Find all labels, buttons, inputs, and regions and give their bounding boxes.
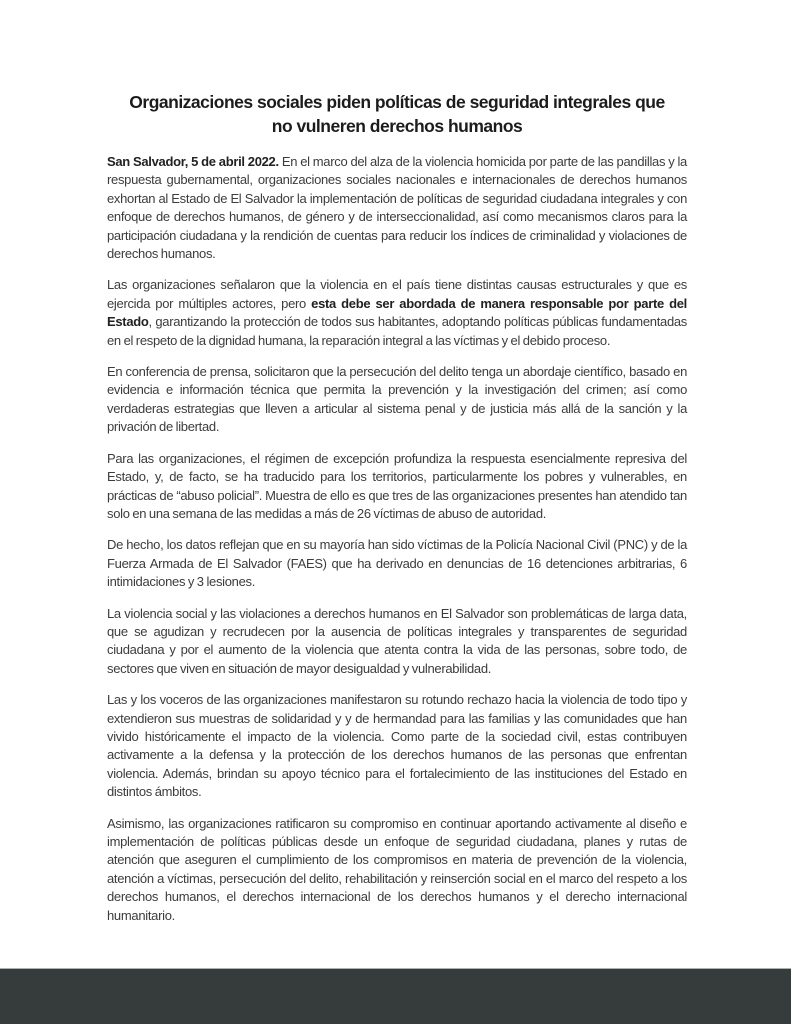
text-run: Asimismo, las organizaciones ratificaron su compromiso en continuar aportando activamente al diseño e implementación de políticas públicas desde un enfoque de seguridad ciudadana, planes y rutas de atención que aseguren el cumplimiento de los compromisos en materia de prevención de la violencia, atención a víctimas, persecución del delito, rehabilitación y reinserción social en el marco del respeto a los derechos humanos, el derechos internacional de los derechos humanos y el derecho internacional humanitario. [107, 815, 687, 923]
paragraph [107, 815, 687, 925]
text-run: En conferencia de prensa, solicitaron que la persecución del delito tenga un abordaje científico, basado en evidencia e información técnica que permita la prevención y la investigación del crimen; así como verdaderas estrategias que lleven a articular al sistema penal y de justicia más allá de la sanción y la privación de libertad. [107, 364, 687, 435]
paragraph [107, 691, 687, 801]
text-run: De hecho, los datos reflejan que en su mayoría han sido víctimas de la Policía Nacional Civil (PNC) y de la Fuerza Armada de El Salvador (FAES) que ha derivado en denuncias de 16 detenciones arbitrarias, 6 intimidaciones y 3 lesiones. [107, 537, 687, 590]
bold-text-run: esta debe ser abordada de manera responsable por parte del Estado [107, 295, 687, 330]
viewer-background-band [0, 968, 791, 1024]
text-run: Las organizaciones señalaron que la violencia en el país tiene distintas causas estructurales y que es ejercida por múltiples actores, pero [107, 277, 687, 311]
paragraph [107, 363, 687, 437]
paragraph [107, 536, 687, 591]
document-body [107, 153, 687, 925]
bold-text-run: San Salvador, 5 de abril 2022. [107, 154, 279, 169]
title-line-2: no vulneren derechos humanos [271, 116, 523, 136]
page-content [107, 90, 687, 925]
document-title [107, 90, 687, 138]
text-run: , garantizando la protección de todos sus habitantes, adoptando políticas públicas fundamentadas en el respeto de la dignidad humana, la reparación integral a las víctimas y el debido proceso. [107, 314, 687, 348]
paragraph [107, 605, 687, 679]
title-line-1: Organizaciones sociales piden políticas de seguridad integrales que [129, 92, 665, 112]
text-run: Para las organizaciones, el régimen de excepción profundiza la respuesta esencialmente represiva del Estado, y, de facto, se ha traducido para los territorios, particularmente los pobres y vulnerables, en prácticas de “abuso policial”. Muestra de ello es que tres de las organizaciones presentes han atendido tan solo en una semana de las medidas a más de 26 víctimas de abuso de autoridad. [107, 450, 687, 521]
text-run: Las y los voceros de las organizaciones manifestaron su rotundo rechazo hacia la violencia de todo tipo y extendieron sus muestras de solidaridad y y de hermandad para las familias y las comunidades que han vivido históricamente el impacto de la violencia. Como parte de la sociedad civil, estas contribuyen activamente a la defensa y la protección de los derechos humanos de las personas que enfrentan violencia. Además, brindan su apoyo técnico para el fortalecimiento de las instituciones del Estado en distintos ámbitos. [107, 692, 687, 800]
paragraph [107, 276, 687, 350]
paragraph [107, 450, 687, 524]
text-run: En el marco del alza de la violencia homicida por parte de las pandillas y la respuesta gubernamental, organizaciones sociales nacionales e internacionales de derechos humanos exhortan al Estado de El Salvador la implementación de políticas de seguridad ciudadana integrales y con enfoque de derechos humanos, de género y de interseccionalidad, así como mecanismos claros para la participación ciudadana y la rendición de cuentas para reducir los índices de criminalidad y violaciones de derechos humanos. [107, 154, 687, 262]
text-run: La violencia social y las violaciones a derechos humanos en El Salvador son problemáticas de larga data, que se agudizan y recrudecen por la ausencia de políticas integrales y transparentes de seguridad ciudadana y por el aumento de la violencia que atenta contra la vida de las personas, sobre todo, de sectores que viven en situación de mayor desigualdad y vulnerabilidad. [107, 605, 687, 676]
paragraph [107, 153, 687, 263]
